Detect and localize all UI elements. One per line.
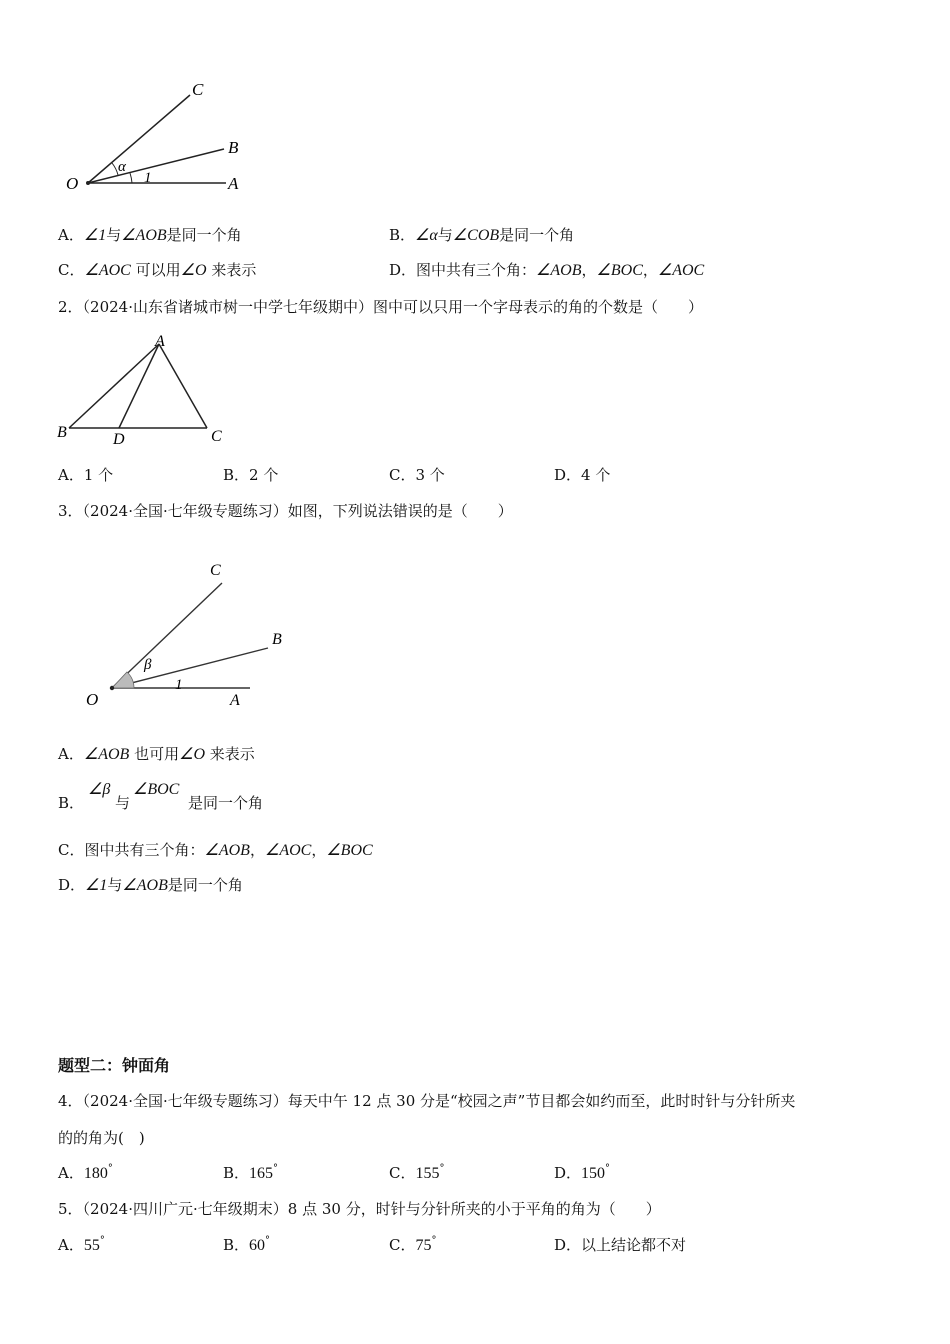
- q4-stem-line2: 的的角为( ): [58, 1129, 145, 1147]
- segment-ad: [119, 344, 159, 428]
- label-b: B: [57, 424, 67, 441]
- label-1: 1: [144, 170, 152, 186]
- q2-option-c[interactable]: C．3 个: [389, 466, 445, 484]
- label-a: A: [155, 333, 165, 350]
- figure-angles-3: [80, 555, 300, 715]
- side-ab: [69, 344, 159, 428]
- figure-angles-1: [60, 75, 260, 200]
- q2-option-d[interactable]: D．4 个: [554, 466, 611, 484]
- q2-option-a[interactable]: A．1 个: [58, 466, 114, 484]
- q1-option-c[interactable]: C．∠AOC 可以用∠O 来表示: [58, 261, 257, 279]
- q4-option-d[interactable]: D．150°: [554, 1163, 611, 1182]
- label-o: O: [86, 690, 99, 709]
- label-a: A: [230, 692, 240, 709]
- ray-oc: [112, 583, 222, 688]
- label-d: D: [113, 431, 125, 448]
- q1-option-d[interactable]: D．图中共有三个角：∠AOB，∠BOC，∠AOC: [389, 261, 705, 279]
- angle-shade: [112, 672, 134, 688]
- q3-option-c[interactable]: C．图中共有三个角：∠AOB，∠AOC，∠BOC: [58, 841, 373, 859]
- figure-triangle: [55, 330, 235, 450]
- q2-stem: 2．（2024·山东省诸城市树一中学七年级期中）图中可以只用一个字母表示的角的个数是（ ）: [58, 298, 703, 316]
- q4-option-b[interactable]: B．165°: [223, 1163, 279, 1182]
- q4-stem-line1: 4．（2024·全国·七年级专题练习）每天中午 12 点 30 分是“校园之声”节目都会如约而至，此时时针与分针所夹: [58, 1092, 796, 1110]
- q1-option-a[interactable]: A．∠1与∠AOB是同一个角: [58, 226, 242, 244]
- q3-option-a[interactable]: A．∠AOB 也可用∠O 来表示: [58, 745, 255, 763]
- arc-1: [130, 173, 132, 183]
- label-b: B: [228, 138, 239, 157]
- label-c: C: [210, 562, 221, 579]
- label-o: O: [66, 174, 79, 193]
- side-ac: [159, 344, 207, 428]
- label-c: C: [211, 428, 222, 445]
- label-b: B: [272, 631, 282, 648]
- q3-option-d[interactable]: D．∠1与∠AOB是同一个角: [58, 876, 243, 894]
- label-1: 1: [175, 677, 183, 693]
- q5-option-a[interactable]: A．55°: [58, 1235, 105, 1254]
- q2-option-b[interactable]: B．2 个: [223, 466, 279, 484]
- q4-option-c[interactable]: C．155°: [389, 1163, 445, 1182]
- section-title: 题型二：钟面角: [58, 1056, 171, 1075]
- q5-option-d[interactable]: D．以上结论都不对: [554, 1236, 687, 1254]
- q4-option-a[interactable]: A．180°: [58, 1163, 113, 1182]
- label-a: A: [228, 174, 239, 193]
- ray-ob: [112, 648, 268, 688]
- q5-option-b[interactable]: B．60°: [223, 1235, 271, 1254]
- label-c: C: [192, 80, 204, 99]
- q5-stem: 5．（2024·四川广元·七年级期末）8 点 30 分，时针与分针所夹的小于平角的角为（ ）: [58, 1200, 661, 1218]
- q5-option-c[interactable]: C．75°: [389, 1235, 437, 1254]
- label-beta: β: [144, 657, 152, 673]
- q1-option-b[interactable]: B．∠α与∠COB是同一个角: [389, 226, 575, 244]
- q3-stem: 3．（2024·全国·七年级专题练习）如图，下列说法错误的是（ ）: [58, 502, 513, 520]
- label-alpha: α: [118, 159, 126, 175]
